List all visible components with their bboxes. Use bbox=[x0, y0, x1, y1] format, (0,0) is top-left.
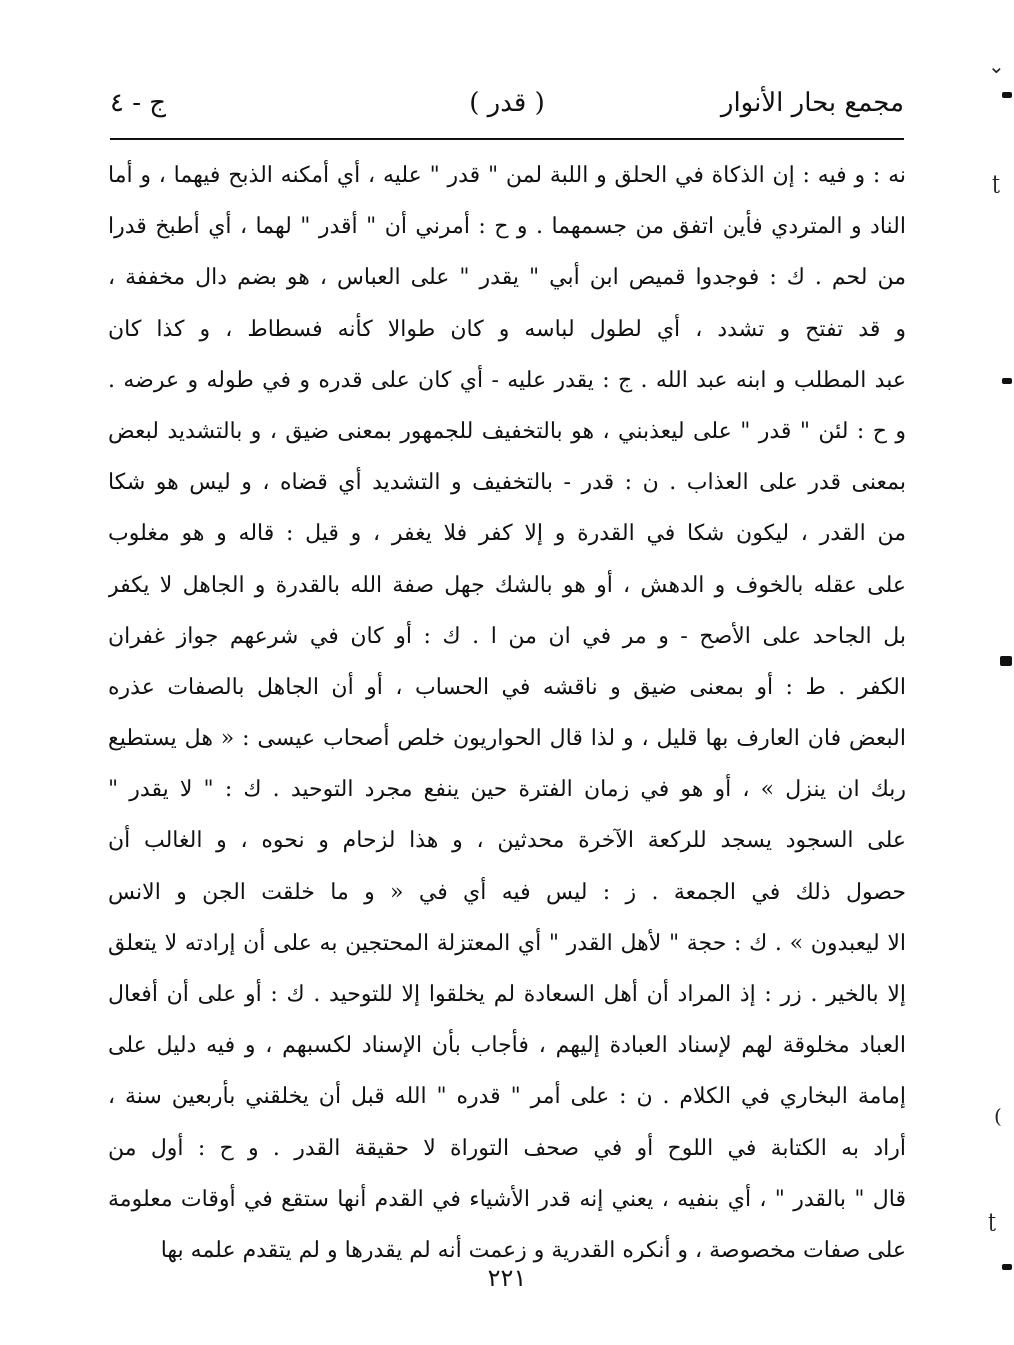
text-line: الناد و المتردي فأين اتفق من جسمهما . و ح : أمرني أن " أقدر " لهما ، أي أطبخ قدرا bbox=[108, 214, 906, 240]
scan-mark-glyph: ( bbox=[994, 1104, 1002, 1128]
text-line: الكفر . ط : أو بمعنى ضيق و ناقشه في الحساب ، أو أن الجاهل بالصفات عذره bbox=[108, 674, 906, 700]
scan-mark bbox=[1002, 92, 1012, 98]
text-line: العباد مخلوقة لهم لإسناد العبادة إليهم ، فأجاب بأن الإسناد لكسبهم ، و فيه دليل على bbox=[108, 1033, 906, 1059]
text-line: الا ليعبدون » . ك : حجة " لأهل القدر " أي المعتزلة المحتجين به على أن إرادته لا يتعلق bbox=[108, 930, 906, 956]
scan-mark bbox=[1002, 1264, 1012, 1270]
text-line: البعض فان العارف بها قليل ، و لذا قال الحواريون خلص أصحاب عيسى : « هل يستطيع bbox=[108, 726, 906, 752]
book-title: مجمع بحار الأنوار bbox=[720, 88, 904, 118]
scan-mark-glyph: ⌄ bbox=[988, 54, 1005, 78]
text-line: إلا بالخير . زر : إذ المراد أن أهل السعادة لم يخلقوا إلا للتوحيد . ك : أو على أن أفعال bbox=[108, 982, 906, 1007]
scan-mark-glyph: ʈ bbox=[988, 1208, 997, 1232]
text-line: و قد تفتح و تشدد ، أي لطول لباسه و كان طوالا كأنه فسطاط ، و كذا كان bbox=[108, 316, 906, 342]
text-line: إمامة البخاري في الكلام . ن : على أمر " قدره " الله قبل أن يخلقني بأربعين سنة ، bbox=[108, 1084, 906, 1110]
text-line: نه : و فيه : إن الذكاة في الحلق و اللبة لمن " قدر " عليه ، أي أمكنه الذبح فيهما ، و أما bbox=[108, 163, 906, 188]
text-line: و ح : لئن " قدر " على ليعذبني ، هو بالتخفيف للجمهور بمعنى ضيق ، و بالتشديد لبعض bbox=[108, 418, 906, 444]
text-line: أراد به الكتابة في اللوح أو في صحف التوراة لا حقيقة القدر . و ح : أول من bbox=[108, 1135, 906, 1161]
scan-mark bbox=[1000, 656, 1012, 666]
scan-mark-glyph: ʈ bbox=[992, 170, 1001, 194]
header-rule bbox=[110, 138, 904, 140]
text-line: ربك ان ينزل » ، أو هو في زمان الفترة حين ينفع مجرد التوحيد . ك : " لا يقدر " bbox=[108, 777, 906, 803]
text-line: قال " بالقدر " ، أي بنفيه ، يعني إنه قدر الأشياء في القدم أنها ستقع في أوقات معلومة bbox=[108, 1186, 906, 1212]
entry-heading: ( قدر ) bbox=[469, 88, 545, 118]
text-line: من القدر ، ليكون شكا في القدرة و إلا كفر فلا يغفر ، و قيل : قاله و هو مغلوب bbox=[108, 521, 906, 547]
text-line: عبد المطلب و ابنه عبد الله . ج : يقدر عليه - أي كان على قدره و في طوله و عرضه . bbox=[108, 367, 906, 393]
page-header bbox=[110, 82, 904, 126]
text-line: على السجود يسجد للركعة الآخرة محدثين ، و هذا لزحام و نحوه ، و الغالب أن bbox=[108, 828, 906, 854]
page-number: ٢٢١ bbox=[487, 1264, 527, 1292]
scan-mark bbox=[1002, 378, 1012, 384]
text-line: من لحم . ك : فوجدوا قميص ابن أبي " يقدر " على العباس ، هو بضم دال مخففة ، bbox=[108, 265, 906, 291]
text-line: حصول ذلك في الجمعة . ز : ليس فيه أي في « و ما خلقت الجن و الانس bbox=[108, 879, 906, 905]
volume-label: ج - ٤ bbox=[110, 88, 167, 118]
text-line: بمعنى قدر على العذاب . ن : قدر - بالتخفيف و التشديد أي قضاه ، و ليس هو شكا bbox=[108, 470, 906, 496]
text-line: على صفات مخصوصة ، و أنكره القدرية و زعمت أنه لم يقدرها و لم يتقدم علمه بها bbox=[160, 1237, 906, 1263]
body-text bbox=[108, 150, 906, 1276]
text-line: على عقله بالخوف و الدهش ، أو هو بالشك جهل صفة الله بالقدرة و الجاهل لا يكفر bbox=[108, 572, 906, 598]
text-line: بل الجاحد على الأصح - و مر في ان من ا . ك : أو كان في شرعهم جواز غفران bbox=[108, 623, 906, 649]
